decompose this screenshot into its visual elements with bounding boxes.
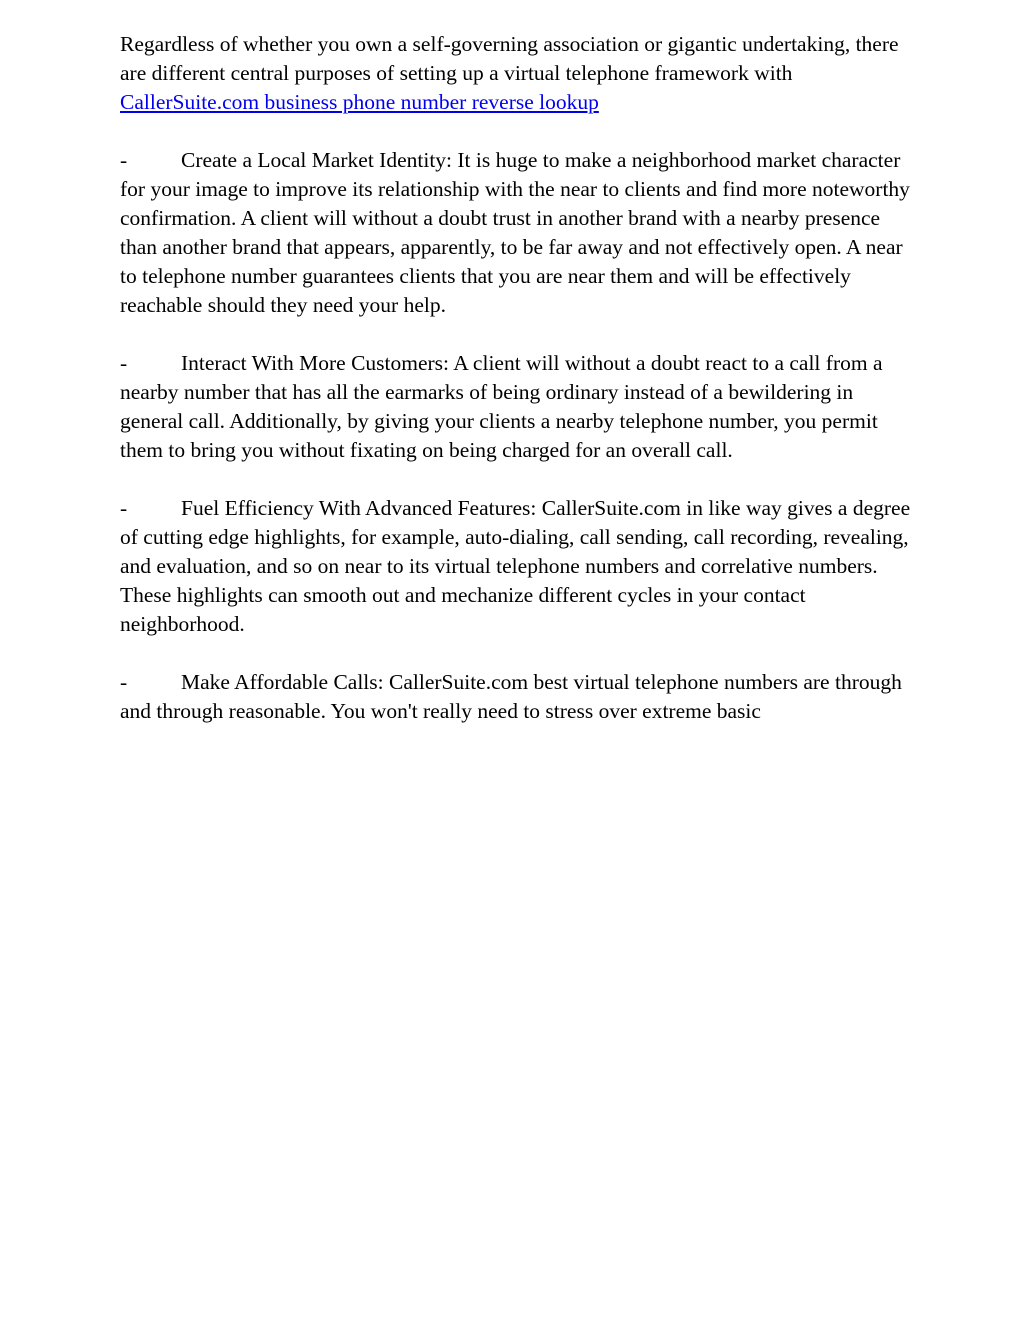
document-page <box>120 30 920 755</box>
list-item-text: Interact With More Customers: A client will without a doubt react to a call from a nearby number that has all the earmarks of being ordinary instead of a bewildering in general call. Additionally, by giving your clients a nearby telephone number, you permit them to bring you without fixating on being charged for an overall call. <box>120 351 883 462</box>
list-item-text: Fuel Efficiency With Advanced Features: CallerSuite.com in like way gives a degree of cutting edge highlights, for example, auto-dialing, call sending, call recording, revealing, and evaluation, and so on near to its virtual telephone numbers and correlative numbers. These highlights can smooth out and mechanize different cycles in your contact neighborhood. <box>120 496 911 636</box>
callersuite-reverse-lookup-link[interactable]: CallerSuite.com business phone number reverse lookup <box>120 90 599 114</box>
dash-marker: - <box>120 351 128 375</box>
list-item-text: Create a Local Market Identity: It is huge to make a neighborhood market character for your image to improve its relationship with the near to clients and find more noteworthy confirmation. A client will without a doubt trust in another brand with a nearby presence than another brand that appears, apparently, to be far away and not effectively open. A near to telephone number guarantees clients that you are near them and will be effectively reachable should they need your help. <box>120 148 910 317</box>
list-item <box>120 146 920 320</box>
list-item <box>120 668 920 726</box>
list-item-text: Make Affordable Calls: CallerSuite.com best virtual telephone numbers are through and through reasonable. You won't really need to stress over extreme basic <box>120 670 902 723</box>
dash-marker: - <box>120 496 128 520</box>
dash-marker: - <box>120 670 128 694</box>
intro-paragraph <box>120 30 920 117</box>
intro-text: Regardless of whether you own a self-governing association or gigantic undertaking, there are different central purposes of setting up a virtual telephone framework with <box>120 32 899 85</box>
list-item <box>120 349 920 465</box>
list-item <box>120 494 920 639</box>
dash-marker: - <box>120 148 128 172</box>
